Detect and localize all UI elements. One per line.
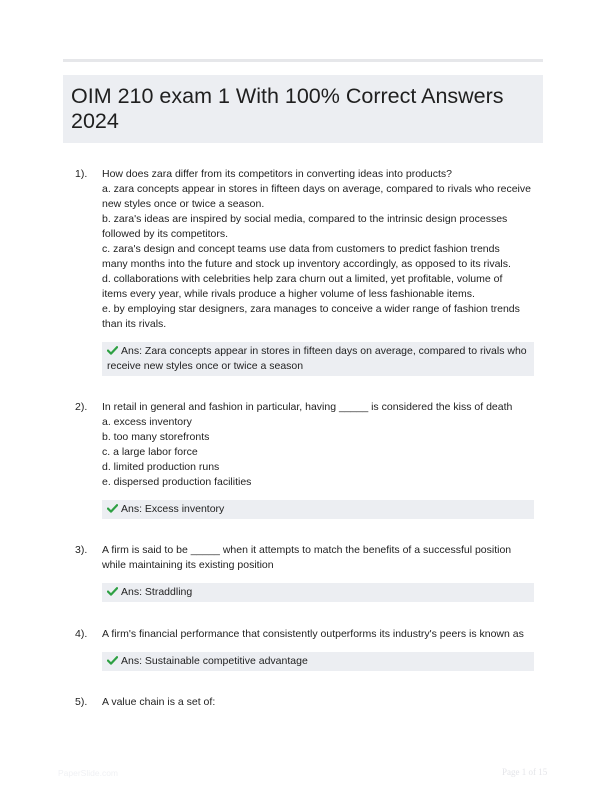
question-line: b. zara's ideas are inspired by social media, compared to the intrinsic design processes xyxy=(102,213,508,225)
question-line: a. zara concepts appear in stores in fifteen days on average, compared to rivals who receive xyxy=(102,183,531,195)
question-text xyxy=(102,627,540,642)
title-line: 2024 xyxy=(71,109,119,133)
question-line: than its rivals. xyxy=(102,318,167,330)
question-line: d. limited production runs xyxy=(102,461,220,473)
footer-site-watermark: PaperSlide.com xyxy=(58,768,119,778)
question-line: many months into the future and stock up inventory accordingly, as opposed to its rivals. xyxy=(102,258,511,270)
question-line: while maintaining its existing position xyxy=(102,559,274,571)
answer-box xyxy=(102,342,534,376)
answer-box xyxy=(102,500,534,519)
answer-box xyxy=(102,583,534,602)
title-line: OIM 210 exam 1 With 100% Correct Answers xyxy=(71,84,504,108)
question-text xyxy=(102,695,540,710)
question-line: A firm's financial performance that consistently outperforms its industry's peers is known as xyxy=(102,628,524,640)
answer-text: Ans: Straddling xyxy=(121,586,193,598)
answer-line xyxy=(107,344,529,359)
answer-box xyxy=(102,652,534,671)
answer-text: Ans: Zara concepts appear in stores in fifteen days on average, compared to rivals who xyxy=(121,345,527,357)
title-banner xyxy=(63,75,543,143)
check-icon xyxy=(107,346,118,355)
question-number: 1). xyxy=(75,168,88,180)
question-line: e. by employing star designers, zara manages to conceive a wider range of fashion trends xyxy=(102,303,520,315)
question-text xyxy=(102,400,540,490)
answer-line xyxy=(107,654,529,669)
question-number: 2). xyxy=(75,401,88,413)
question-number: 4). xyxy=(75,628,88,640)
answer-text: Ans: Excess inventory xyxy=(121,503,225,515)
question-line: A value chain is a set of: xyxy=(102,696,216,708)
question-line: a. excess inventory xyxy=(102,416,192,428)
question-line: c. zara's design and concept teams use data from customers to predict fashion trends xyxy=(102,243,500,255)
document-title xyxy=(71,84,535,134)
answer-text: Ans: Sustainable competitive advantage xyxy=(121,655,308,667)
top-divider xyxy=(63,59,543,62)
answer-line xyxy=(107,585,529,600)
question-number: 3). xyxy=(75,544,88,556)
footer-page-number: Page 1 of 15 xyxy=(502,767,548,777)
question-text xyxy=(102,167,540,332)
answer-line xyxy=(107,502,529,517)
question-line: b. too many storefronts xyxy=(102,431,210,443)
question-line: c. a large labor force xyxy=(102,446,198,458)
question-line: How does zara differ from its competitors in converting ideas into products? xyxy=(102,168,452,180)
question-line: followed by its competitors. xyxy=(102,228,229,240)
question-line: items every year, while rivals produce a higher volume of less fashionable items. xyxy=(102,288,475,300)
answer-line: receive new styles once or twice a season xyxy=(107,360,304,372)
question-number: 5). xyxy=(75,696,88,708)
question-line: A firm is said to be _____ when it attempts to match the benefits of a successful position xyxy=(102,544,512,556)
question-line: d. collaborations with celebrities help zara churn out a limited, yet profitable, volume of xyxy=(102,273,503,285)
check-icon xyxy=(107,656,118,665)
question-line: In retail in general and fashion in particular, having _____ is considered the kiss of death xyxy=(102,401,513,413)
question-line: new styles once or twice a season. xyxy=(102,198,265,210)
question-text xyxy=(102,543,540,573)
check-icon xyxy=(107,587,118,596)
check-icon xyxy=(107,504,118,513)
question-line: e. dispersed production facilities xyxy=(102,476,252,488)
